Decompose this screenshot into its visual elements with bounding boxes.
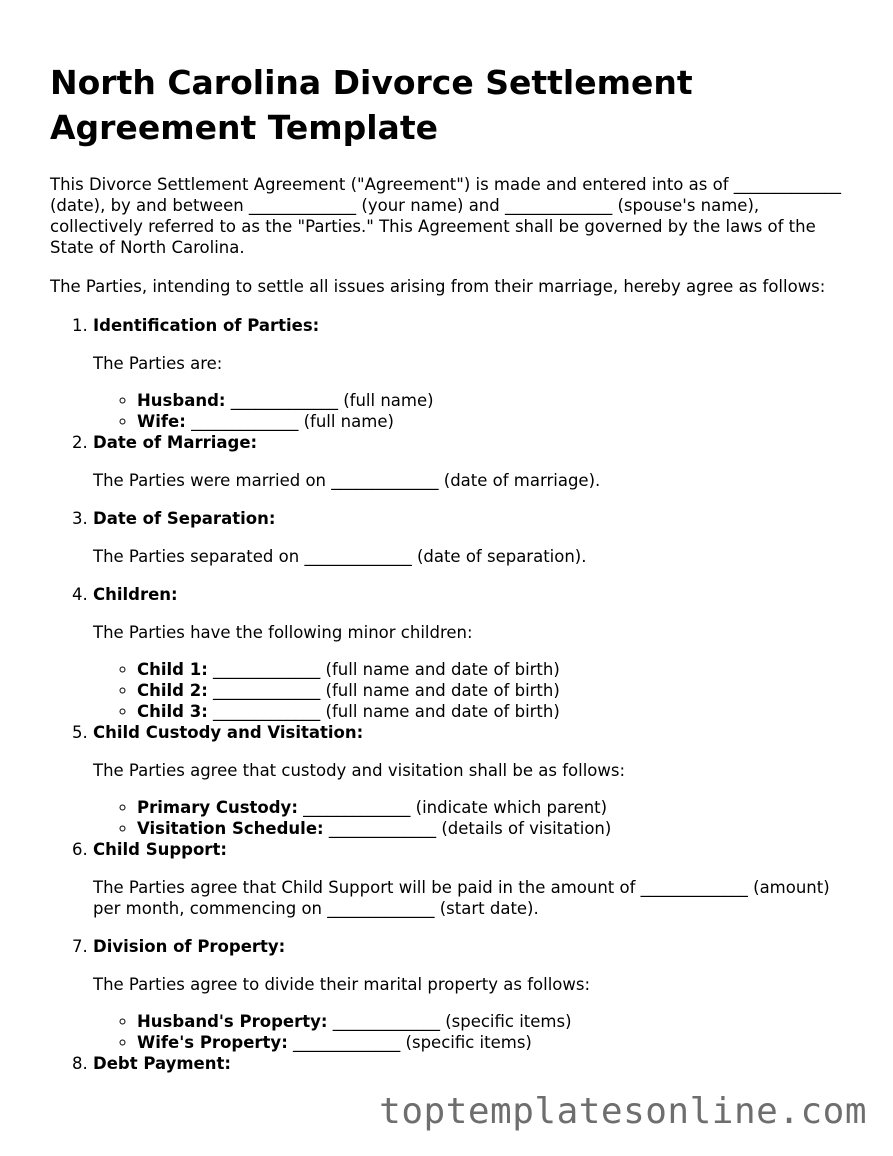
title-line-2: Agreement Template bbox=[50, 108, 438, 147]
section-body: The Parties were married on _____________ (date of marriage). bbox=[93, 471, 601, 490]
item-label: Wife: bbox=[137, 412, 186, 431]
section-body: The Parties agree that custody and visitation shall be as follows: bbox=[93, 761, 626, 780]
section-date-of-separation bbox=[93, 508, 850, 567]
section-children bbox=[93, 584, 850, 722]
item-text: _____________ (full name and date of birth) bbox=[207, 681, 560, 700]
section-items bbox=[93, 659, 850, 722]
item-text: _____________ (indicate which parent) bbox=[297, 798, 608, 817]
item-label: Primary Custody: bbox=[137, 798, 298, 817]
section-title: Child Custody and Visitation: bbox=[93, 723, 364, 742]
section-identification bbox=[93, 315, 850, 432]
list-item bbox=[137, 818, 850, 839]
item-text: _____________ (details of visitation) bbox=[323, 819, 612, 838]
section-title: Identification of Parties: bbox=[93, 316, 320, 335]
section-items bbox=[93, 797, 850, 839]
section-body: The Parties are: bbox=[93, 354, 223, 373]
section-body: The Parties agree that Child Support will be paid in the amount of _____________ (amount) per month, commencing on _____________ (start date). bbox=[93, 878, 830, 918]
section-child-support bbox=[93, 839, 850, 919]
section-debt-payment bbox=[93, 1053, 850, 1074]
item-label: Child 3: bbox=[137, 702, 208, 721]
section-title: Debt Payment: bbox=[93, 1054, 231, 1073]
item-label: Child 2: bbox=[137, 681, 208, 700]
item-text: _____________ (full name and date of birth) bbox=[207, 702, 560, 721]
document-title bbox=[50, 60, 850, 150]
list-item bbox=[137, 1032, 850, 1053]
sections-list bbox=[50, 315, 850, 1074]
item-label: Child 1: bbox=[137, 660, 208, 679]
list-item bbox=[137, 659, 850, 680]
item-text: _____________ (specific items) bbox=[287, 1033, 532, 1052]
section-title: Child Support: bbox=[93, 840, 227, 859]
list-item bbox=[137, 1011, 850, 1032]
section-date-of-marriage bbox=[93, 432, 850, 491]
document-page bbox=[50, 60, 850, 1074]
list-item bbox=[137, 797, 850, 818]
section-items bbox=[93, 390, 850, 432]
watermark: toptemplatesonline.com bbox=[379, 1091, 867, 1132]
list-item bbox=[137, 680, 850, 701]
section-title: Children: bbox=[93, 585, 178, 604]
item-text: _____________ (full name and date of birth) bbox=[207, 660, 560, 679]
list-item bbox=[137, 701, 850, 722]
section-title: Division of Property: bbox=[93, 937, 286, 956]
item-label: Visitation Schedule: bbox=[137, 819, 324, 838]
list-item bbox=[137, 411, 850, 432]
section-items bbox=[93, 1011, 850, 1053]
section-division-of-property bbox=[93, 936, 850, 1053]
item-text: _____________ (full name) bbox=[225, 391, 434, 410]
item-label: Husband: bbox=[137, 391, 226, 410]
section-title: Date of Marriage: bbox=[93, 433, 258, 452]
section-body: The Parties separated on _____________ (date of separation). bbox=[93, 547, 587, 566]
section-body: The Parties agree to divide their marital property as follows: bbox=[93, 975, 591, 994]
section-title: Date of Separation: bbox=[93, 509, 276, 528]
item-text: _____________ (specific items) bbox=[327, 1012, 572, 1031]
item-text: _____________ (full name) bbox=[185, 412, 394, 431]
section-custody-visitation bbox=[93, 722, 850, 839]
section-body: The Parties have the following minor children: bbox=[93, 623, 473, 642]
intro-paragraph: This Divorce Settlement Agreement ("Agreement") is made and entered into as of _____________ (date), by and between _____________ (your name) and _____________ (spouse's name), collectively referred to as the "Parties." This Agreement shall be governed by the laws of the State of North Carolina. bbox=[50, 175, 842, 257]
item-label: Wife's Property: bbox=[137, 1033, 288, 1052]
preamble-paragraph: The Parties, intending to settle all issues arising from their marriage, hereby agree as follows: bbox=[50, 277, 826, 296]
list-item bbox=[137, 390, 850, 411]
item-label: Husband's Property: bbox=[137, 1012, 328, 1031]
title-line-1: North Carolina Divorce Settlement bbox=[50, 63, 693, 102]
